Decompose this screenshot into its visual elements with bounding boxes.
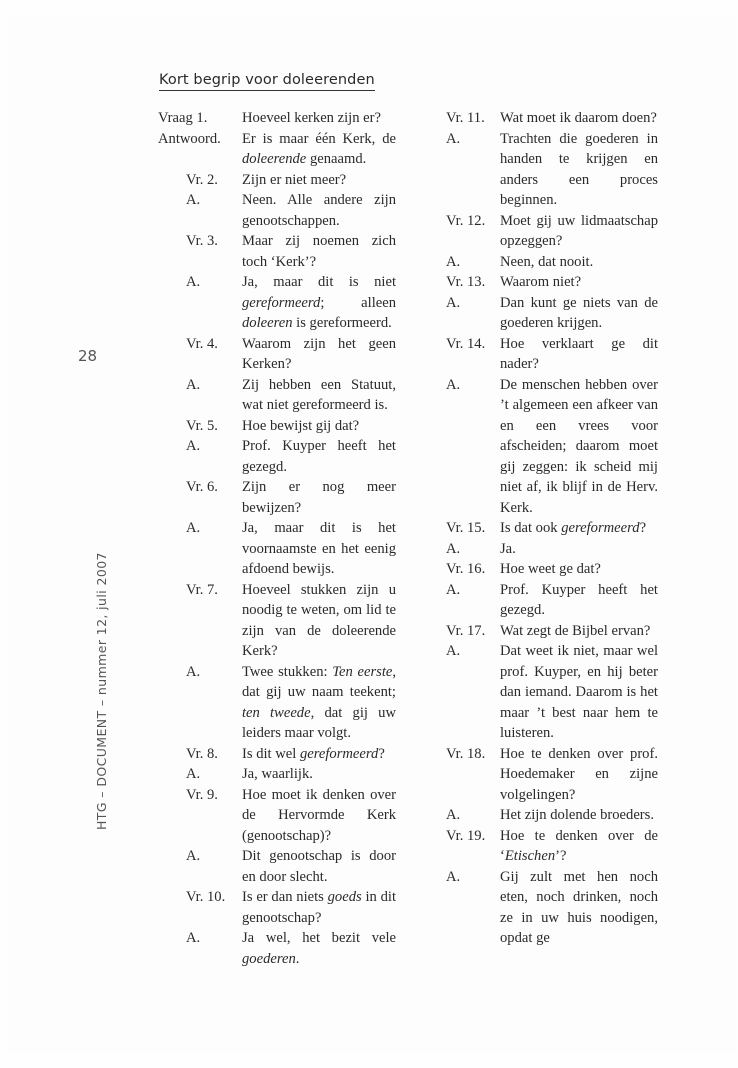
qa-entry	[446, 108, 658, 129]
text-run: , dat gij uw leiders maar volgt.	[242, 704, 396, 741]
qa-entry	[446, 641, 658, 744]
italic-text: gereformeerd	[299, 745, 379, 762]
page-header: Kort begrip voor doleerenden	[159, 72, 375, 91]
qa-entry	[158, 477, 396, 518]
qa-entry	[158, 170, 396, 191]
italic-text: Etischen	[504, 848, 556, 864]
qa-entry	[158, 744, 396, 765]
entry-text: Hoe moet ik denken over de Hervormde Kerk (genootschap)?	[242, 786, 396, 844]
entry-text: Dan kunt ge niets van de goederen krijgen.	[500, 294, 658, 331]
entry-label: A.	[446, 868, 461, 885]
entry-label: Vr. 6.	[186, 479, 218, 495]
italic-text: gereformeerd	[242, 294, 321, 311]
qa-entry	[446, 744, 658, 806]
qa-entry	[446, 867, 658, 949]
qa-entry	[446, 805, 658, 826]
entry-label: Vr. 19.	[446, 827, 486, 844]
entry-text: Dit genootschap is door en door slecht.	[242, 848, 396, 885]
entry-text: Dat weet ik niet, maar wel prof. Kuyper, en hij beter dan iemand. Daarom is het maar ’t best naar hem te luisteren.	[500, 643, 658, 741]
italic-text: ten tweede	[242, 704, 311, 721]
entry-text	[242, 744, 396, 765]
qa-entry	[158, 108, 396, 129]
entry-label: A.	[186, 192, 201, 208]
entry-text: Wat zegt de Bijbel ervan?	[500, 622, 651, 639]
entry-text: Ja.	[500, 540, 516, 557]
entry-text	[242, 928, 396, 969]
entry-label: A.	[446, 376, 461, 393]
text-run: ; alleen	[320, 294, 396, 311]
entry-label: Vr. 4.	[186, 335, 218, 352]
entry-text: Waarom zijn het geen Kerken?	[242, 335, 396, 372]
entry-text: Hoe weet ge dat?	[500, 561, 601, 577]
qa-entry	[446, 334, 658, 375]
text-run: Er is maar één Kerk, de	[242, 130, 396, 147]
entry-label: A.	[186, 930, 201, 946]
qa-entry	[158, 887, 396, 928]
entry-text: Wat moet ik daarom doen?	[500, 110, 657, 126]
entry-label: A.	[446, 540, 461, 557]
text-run: Twee stukken:	[242, 663, 333, 680]
page-number: 28	[78, 347, 98, 365]
entry-text: Waarom niet?	[500, 274, 582, 290]
entry-text	[242, 662, 396, 744]
text-run: , dat gij uw naam teekent;	[242, 663, 397, 700]
entry-text: Hoe bewijst gij dat?	[242, 417, 360, 434]
entry-text: Neen. Alle andere zijn genootschappen.	[242, 192, 396, 229]
entry-label: Vr. 13.	[446, 274, 486, 290]
entry-text: Maar zij noemen zich toch ‘Kerk’?	[242, 233, 396, 270]
qa-entry	[158, 846, 396, 887]
qa-entry	[446, 580, 658, 621]
entry-text	[242, 887, 396, 928]
entry-label: Vr. 11.	[446, 110, 485, 126]
qa-entry	[446, 293, 658, 334]
qa-entry	[158, 764, 396, 785]
entry-label: A.	[446, 581, 461, 598]
entry-text	[242, 129, 396, 170]
text-run: Is er dan niets	[242, 889, 328, 905]
qa-entry	[158, 272, 396, 334]
italic-text: goeds	[327, 889, 362, 905]
text-run: in dit genootschap?	[242, 889, 396, 926]
qa-entry	[446, 129, 658, 211]
entry-text: Hoeveel stukken zijn u noodig te weten, om lid te zijn van de doleerende Kerk?	[242, 581, 396, 659]
entry-text: Prof. Kuyper heeft het gezegd.	[242, 438, 396, 475]
entry-text: Moet gij uw lidmaatschap opzeggen?	[500, 212, 658, 249]
italic-text: gereformeerd	[561, 520, 640, 536]
qa-entry	[158, 190, 396, 231]
qa-entry	[446, 826, 658, 867]
entry-label: Antwoord.	[158, 130, 221, 147]
qa-entry	[158, 334, 396, 375]
entry-label: Vr. 14.	[446, 335, 486, 352]
entry-text: Zijn er nog meer bewijzen?	[242, 479, 396, 516]
entry-text	[500, 518, 658, 539]
text-run: Ja wel, het bezit vele	[242, 930, 396, 946]
entry-label: Vr. 12.	[446, 212, 486, 229]
qa-entry	[158, 231, 396, 272]
entry-text: De menschen hebben over ’t algemeen een afkeer van en een vrees voor afscheiden; daarom moet gij zeggen: ik scheid mij niet af, ik blijf in de Herv. Kerk.	[500, 376, 658, 516]
qa-entry	[158, 436, 396, 477]
entry-label: A.	[186, 274, 201, 290]
italic-text: goederen	[242, 950, 296, 967]
side-running-title: HTG – DOCUMENT – nummer 12, juli 2007	[94, 552, 109, 830]
italic-text: doleerende	[242, 151, 307, 167]
entry-label: A.	[446, 253, 461, 270]
entry-text	[242, 272, 396, 334]
qa-entry	[158, 416, 396, 437]
text-run: is gereformeerd.	[292, 315, 392, 331]
qa-entry	[158, 129, 396, 170]
entry-label: Vr. 18.	[446, 745, 486, 762]
entry-text: Hoe te denken over prof. Hoedemaker en zijne volgelingen?	[500, 745, 658, 803]
qa-entry	[158, 662, 396, 744]
italic-text: doleeren	[242, 315, 293, 331]
entry-label: A.	[446, 294, 461, 311]
entry-text	[500, 826, 658, 867]
qa-entry	[158, 375, 396, 416]
entry-text: Hoeveel kerken zijn er?	[242, 110, 381, 126]
entry-label: A.	[446, 130, 461, 147]
entry-label: Vr. 15.	[446, 520, 486, 536]
qa-entry	[446, 252, 658, 273]
entry-label: Vr. 3.	[186, 233, 218, 249]
entry-text: Hoe verklaart ge dit nader?	[500, 335, 658, 372]
entry-label: A.	[186, 438, 201, 454]
qa-entry	[446, 621, 658, 642]
qa-entry	[158, 580, 396, 662]
entry-text: Het zijn dolende broeders.	[500, 807, 654, 823]
text-run: Ja, maar dit is niet	[242, 274, 396, 290]
entry-label: Vr. 2.	[186, 171, 218, 188]
entry-label: A.	[186, 663, 201, 680]
entry-label: A.	[446, 643, 461, 659]
entry-label: Vr. 10.	[186, 889, 226, 905]
text-run: Hoe te denken over de ‘	[500, 827, 658, 864]
italic-text: Ten eerste	[332, 663, 393, 680]
text-run: ?	[639, 520, 647, 536]
entry-label: A.	[186, 848, 201, 864]
entry-text: Zij hebben een Statuut, wat niet gereformeerd is.	[242, 376, 396, 413]
entry-text: Ja, waarlijk.	[242, 766, 313, 782]
entry-label: Vr. 8.	[186, 745, 218, 762]
qa-entry	[446, 211, 658, 252]
text-run: ’?	[555, 848, 567, 864]
entry-label: Vr. 16.	[446, 561, 486, 577]
entry-label: A.	[446, 807, 461, 823]
qa-entry	[158, 785, 396, 847]
text-run: Is dat ook	[500, 520, 562, 536]
qa-entry	[446, 375, 658, 519]
qa-entry	[158, 518, 396, 580]
entry-label: Vr. 17.	[446, 622, 486, 639]
right-column	[446, 108, 658, 949]
left-column	[158, 108, 396, 969]
text-run: .	[295, 950, 300, 967]
entry-label: Vr. 5.	[186, 417, 218, 434]
entry-label: A.	[186, 766, 201, 782]
qa-entry	[446, 539, 658, 560]
qa-entry	[158, 928, 396, 969]
entry-text: Zijn er niet meer?	[242, 171, 347, 188]
qa-entry	[446, 518, 658, 539]
entry-label: A.	[186, 520, 201, 536]
entry-text: Trachten die goederen in handen te krijgen en anders een proces beginnen.	[500, 130, 658, 208]
entry-text: Gij zult met hen noch eten, noch drinken, noch ze in uw huis noodigen, opdat ge	[500, 868, 658, 946]
text-run: ?	[378, 745, 385, 762]
entry-label: Vraag 1.	[158, 110, 208, 126]
qa-entry	[446, 272, 658, 293]
entry-label: A.	[186, 376, 201, 393]
entry-label: Vr. 7.	[186, 581, 218, 598]
entry-text: Neen, dat nooit.	[500, 253, 594, 270]
entry-text: Prof. Kuyper heeft het gezegd.	[500, 581, 658, 618]
qa-entry	[446, 559, 658, 580]
entry-text: Ja, maar dit is het voornaamste en het eenig afdoend bewijs.	[242, 520, 396, 577]
text-run: Is dit wel	[242, 745, 300, 762]
entry-label: Vr. 9.	[186, 786, 218, 803]
text-run: genaamd.	[306, 151, 367, 167]
